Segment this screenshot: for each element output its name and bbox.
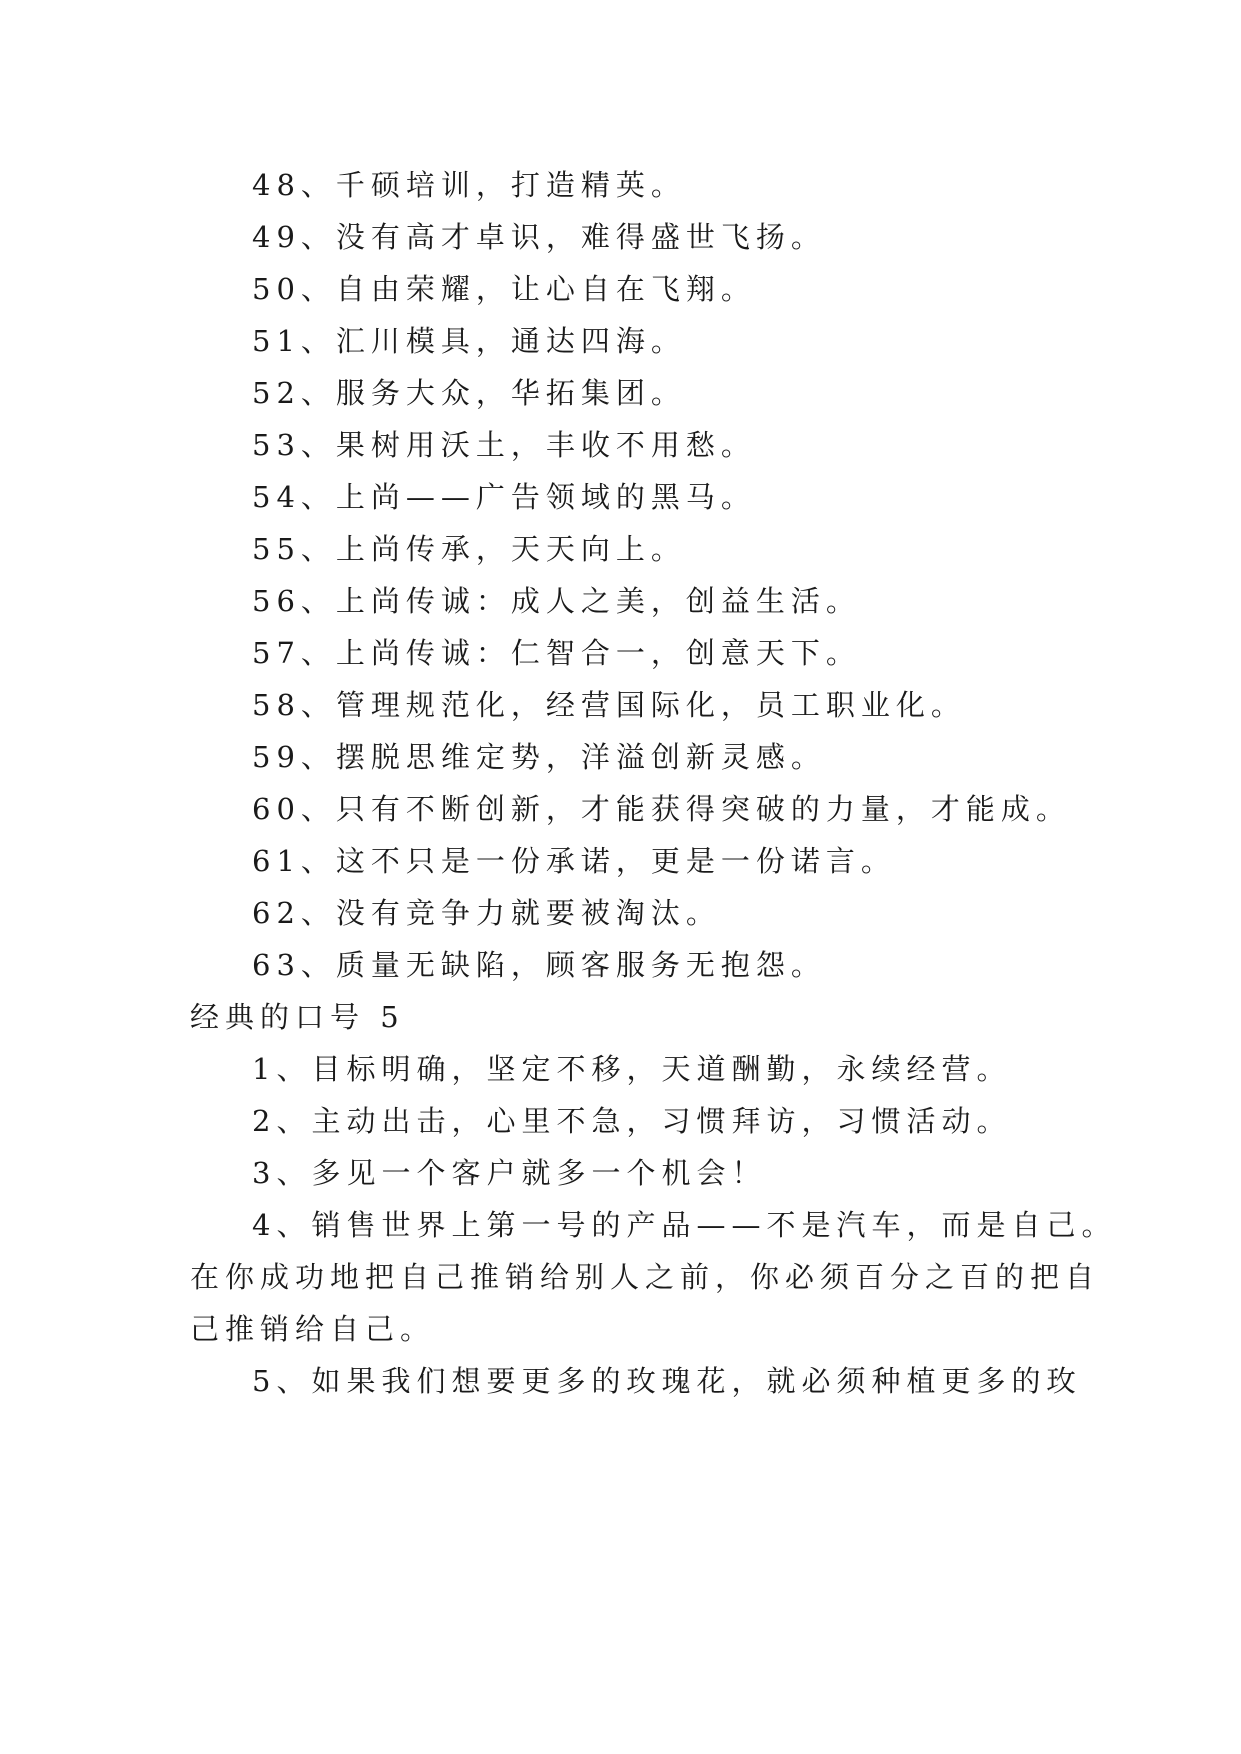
slogan-item: 50、自由荣耀，让心自在飞翔。 bbox=[252, 272, 756, 306]
slogan-item: 53、果树用沃土，丰收不用愁。 bbox=[252, 428, 756, 462]
slogan-item: 57、上尚传诚：仁智合一，创意天下。 bbox=[252, 636, 861, 670]
slogan-item: 2、主动出击，心里不急，习惯拜访，习惯活动。 bbox=[252, 1104, 1012, 1138]
slogan-item: 63、质量无缺陷，顾客服务无抱怨。 bbox=[252, 948, 826, 982]
slogan-item: 3、多见一个客户就多一个机会！ bbox=[252, 1156, 767, 1190]
slogan-item: 4、销售世界上第一号的产品——不是汽车，而是自己。 bbox=[252, 1208, 1117, 1242]
slogan-item: 58、管理规范化，经营国际化，员工职业化。 bbox=[252, 688, 966, 722]
slogan-item: 49、没有高才卓识，难得盛世飞扬。 bbox=[252, 220, 826, 254]
section-heading: 经典的口号 5 bbox=[190, 1000, 405, 1034]
slogan-item: 59、摆脱思维定势，洋溢创新灵感。 bbox=[252, 740, 826, 774]
slogan-item: 52、服务大众，华拓集团。 bbox=[252, 376, 686, 410]
slogan-item: 54、上尚——广告领域的黑马。 bbox=[252, 480, 756, 514]
slogan-item: 48、千硕培训，打造精英。 bbox=[252, 168, 686, 202]
slogan-item: 5、如果我们想要更多的玫瑰花，就必须种植更多的玫 bbox=[252, 1364, 1082, 1398]
slogan-item: 62、没有竞争力就要被淘汰。 bbox=[252, 896, 721, 930]
slogan-item: 1、目标明确，坚定不移，天道酬勤，永续经营。 bbox=[252, 1052, 1012, 1086]
slogan-item: 55、上尚传承，天天向上。 bbox=[252, 532, 686, 566]
paragraph-continuation: 在你成功地把自己推销给别人之前，你必须百分之百的把自 bbox=[190, 1260, 1101, 1294]
slogan-item: 60、只有不断创新，才能获得突破的力量，才能成。 bbox=[252, 792, 1071, 826]
slogan-item: 56、上尚传诚：成人之美，创益生活。 bbox=[252, 584, 861, 618]
slogan-item: 51、汇川模具，通达四海。 bbox=[252, 324, 686, 358]
paragraph-continuation: 己推销给自己。 bbox=[190, 1312, 436, 1346]
slogan-item: 61、这不只是一份承诺，更是一份诺言。 bbox=[252, 844, 896, 878]
